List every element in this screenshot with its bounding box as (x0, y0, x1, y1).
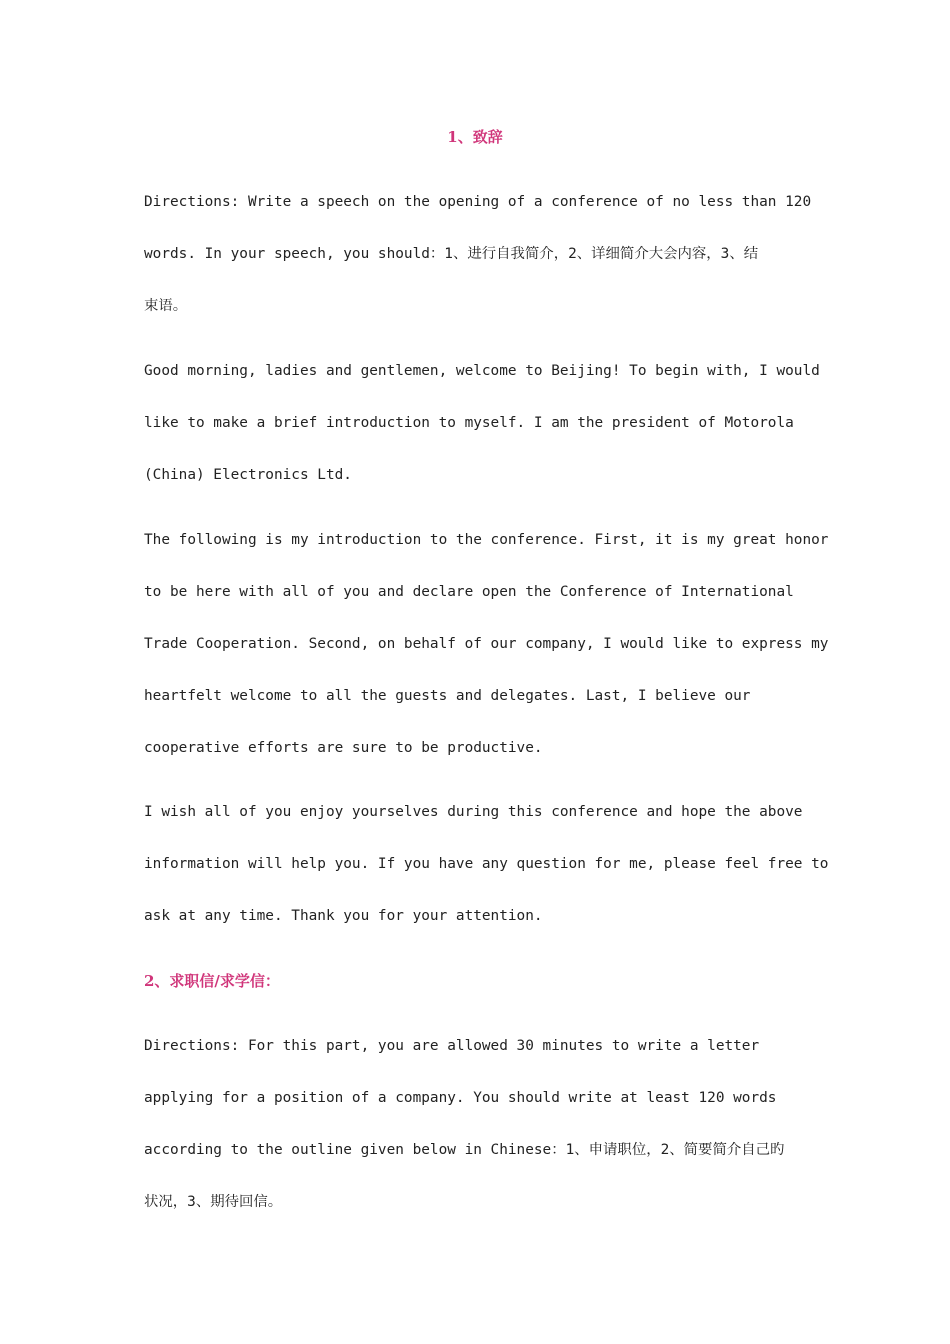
directions-line: Directions: Write a speech on the opening of a conference of no less than 120 (144, 194, 812, 210)
paragraph-line: (China) Electronics Ltd. (144, 467, 352, 483)
section-1-title: 1、致辞 (447, 128, 503, 146)
paragraph-line: like to make a brief introduction to myself. I am the president of Motorola (144, 415, 794, 431)
section-2-directions (144, 1020, 814, 1228)
directions-line: 束语。 (144, 298, 188, 314)
paragraph-line: Trade Cooperation. Second, on behalf of our company, I would like to express my (144, 636, 829, 652)
paragraph-line: heartfelt welcome to all the guests and delegates. Last, I believe our (144, 688, 751, 704)
directions-line: 状况，3、期待回信。 (144, 1194, 283, 1210)
directions-line: Directions: For this part, you are allowed 30 minutes to write a letter (144, 1038, 760, 1054)
directions-line: applying for a position of a company. You should write at least 120 words (144, 1090, 777, 1106)
section-2-title: 2、求职信/求学信： (144, 972, 280, 990)
paragraph-line: to be here with all of you and declare open the Conference of International (144, 584, 794, 600)
paragraph-line: cooperative efforts are sure to be productive. (144, 740, 543, 756)
directions-line: words. In your speech, you should：1、进行自我简介，2、详细简介大会内容，3、结 (144, 246, 759, 262)
speech-paragraph-2 (144, 514, 829, 774)
speech-paragraph-1 (144, 345, 820, 501)
paragraph-line: Good morning, ladies and gentlemen, welcome to Beijing! To begin with, I would (144, 363, 820, 379)
paragraph-line: information will help you. If you have any question for me, please feel free to (144, 856, 829, 872)
directions-line: according to the outline given below in Chinese：1、申请职位，2、简要简介自己旳 (144, 1142, 785, 1158)
paragraph-line: ask at any time. Thank you for your attention. (144, 908, 543, 924)
section-1-directions (144, 176, 814, 332)
paragraph-line: I wish all of you enjoy yourselves during this conference and hope the above (144, 804, 803, 820)
speech-paragraph-3 (144, 786, 829, 942)
paragraph-line: The following is my introduction to the conference. First, it is my great honor (144, 532, 829, 548)
